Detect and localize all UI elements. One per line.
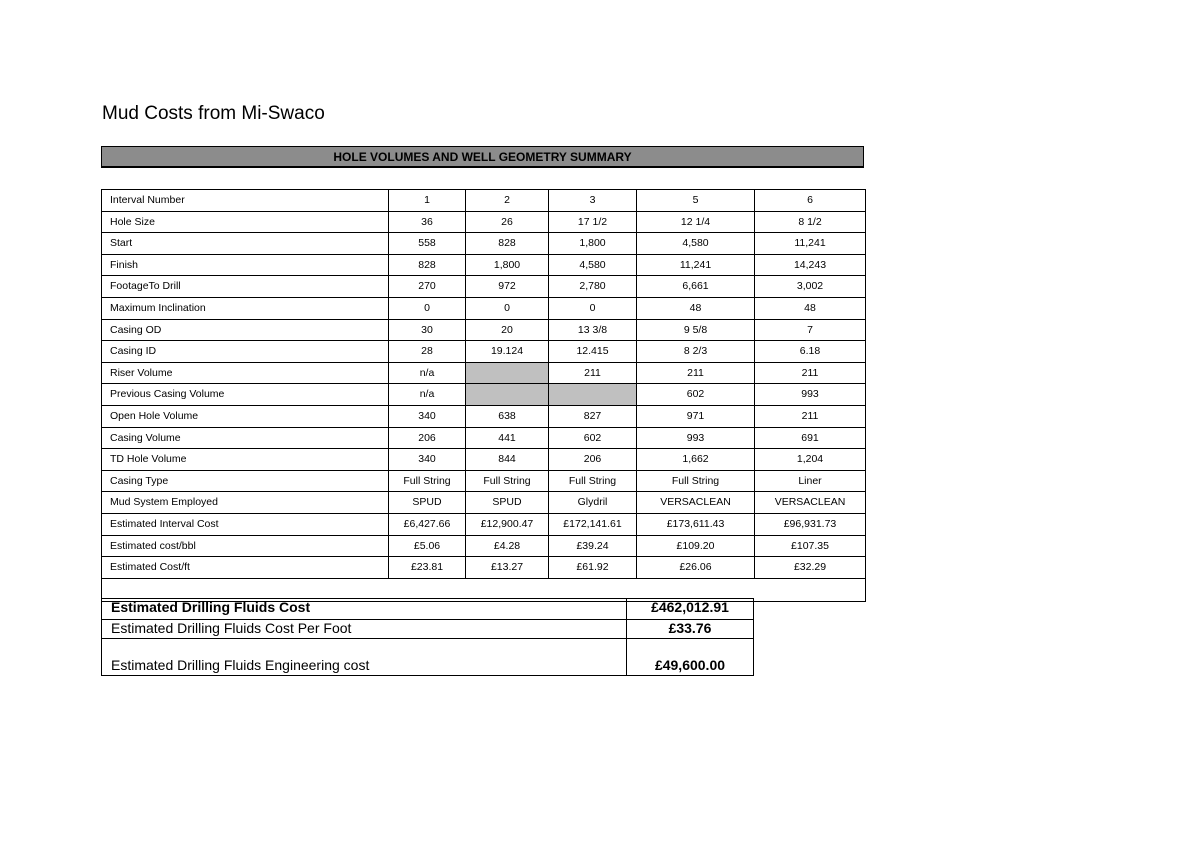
row-label: Maximum Inclination	[102, 297, 389, 319]
table-row	[102, 384, 866, 406]
well-geometry-table	[101, 189, 866, 602]
row-label: Riser Volume	[102, 362, 389, 384]
table-cell: 28	[389, 341, 466, 363]
table-cell: 20	[466, 319, 549, 341]
table-cell	[466, 362, 549, 384]
table-cell: 7	[755, 319, 866, 341]
table-cell: VERSACLEAN	[637, 492, 755, 514]
table-cell: £107.35	[755, 535, 866, 557]
table-cell: n/a	[389, 362, 466, 384]
table-cell: 6.18	[755, 341, 866, 363]
table-cell: 36	[389, 211, 466, 233]
fluids-cost-row	[102, 599, 753, 620]
table-row	[102, 535, 866, 557]
table-cell: 12 1/4	[637, 211, 755, 233]
table-cell: £61.92	[549, 557, 637, 579]
totals-box	[101, 598, 754, 676]
table-row	[102, 254, 866, 276]
table-cell: £96,931.73	[755, 513, 866, 535]
engineering-cost-row	[102, 657, 753, 675]
table-cell: Full String	[389, 470, 466, 492]
row-label: TD Hole Volume	[102, 449, 389, 471]
row-label: Estimated Interval Cost	[102, 513, 389, 535]
table-cell: 1,662	[637, 449, 755, 471]
table-cell: 602	[549, 427, 637, 449]
table-row	[102, 427, 866, 449]
row-label: Start	[102, 233, 389, 255]
table-cell: 17 1/2	[549, 211, 637, 233]
section-banner: HOLE VOLUMES AND WELL GEOMETRY SUMMARY	[101, 146, 864, 168]
table-cell: 691	[755, 427, 866, 449]
table-cell: 12.415	[549, 341, 637, 363]
table-row	[102, 405, 866, 427]
table-cell: 441	[466, 427, 549, 449]
row-label: Previous Casing Volume	[102, 384, 389, 406]
table-cell: 1,800	[466, 254, 549, 276]
table-cell: 0	[466, 297, 549, 319]
per-foot-row	[102, 620, 753, 639]
table-cell: 211	[637, 362, 755, 384]
table-cell: £12,900.47	[466, 513, 549, 535]
table-cell: 2	[466, 190, 549, 212]
table-cell: £23.81	[389, 557, 466, 579]
table-cell: 206	[389, 427, 466, 449]
table-cell: 26	[466, 211, 549, 233]
table-cell: 6,661	[637, 276, 755, 298]
table-cell: 5	[637, 190, 755, 212]
table-row	[102, 319, 866, 341]
table-cell: 638	[466, 405, 549, 427]
table-cell: 828	[466, 233, 549, 255]
table-cell: 828	[389, 254, 466, 276]
row-label: Estimated Cost/ft	[102, 557, 389, 579]
row-label: FootageTo Drill	[102, 276, 389, 298]
per-foot-value: £33.76	[668, 620, 712, 636]
table-row	[102, 449, 866, 471]
table-cell: 6	[755, 190, 866, 212]
table-cell: 48	[755, 297, 866, 319]
table-cell: £5.06	[389, 535, 466, 557]
table-cell: 602	[637, 384, 755, 406]
table-row	[102, 341, 866, 363]
table-cell: Full String	[549, 470, 637, 492]
table-cell: 844	[466, 449, 549, 471]
table-cell: VERSACLEAN	[755, 492, 866, 514]
table-cell: £109.20	[637, 535, 755, 557]
table-row	[102, 362, 866, 384]
table-cell: SPUD	[389, 492, 466, 514]
table-cell: 1	[389, 190, 466, 212]
table-cell: 11,241	[755, 233, 866, 255]
table-cell: 972	[466, 276, 549, 298]
table-cell: 3	[549, 190, 637, 212]
table-cell: 270	[389, 276, 466, 298]
table-row	[102, 470, 866, 492]
table-cell: 3,002	[755, 276, 866, 298]
table-row	[102, 297, 866, 319]
table-cell: 0	[549, 297, 637, 319]
row-label: Casing ID	[102, 341, 389, 363]
row-label: Casing OD	[102, 319, 389, 341]
table-cell: 14,243	[755, 254, 866, 276]
table-cell: SPUD	[466, 492, 549, 514]
table-cell: n/a	[389, 384, 466, 406]
table-row	[102, 190, 866, 212]
table-cell: 48	[637, 297, 755, 319]
table-cell: 13 3/8	[549, 319, 637, 341]
table-cell: £26.06	[637, 557, 755, 579]
table-cell: 993	[637, 427, 755, 449]
table-row	[102, 492, 866, 514]
table-row	[102, 233, 866, 255]
engineering-cost-label: Estimated Drilling Fluids Engineering cost	[111, 657, 370, 673]
fluids-cost-label: Estimated Drilling Fluids Cost	[111, 599, 311, 615]
table-cell: 19.124	[466, 341, 549, 363]
table-cell: £6,427.66	[389, 513, 466, 535]
table-row	[102, 513, 866, 535]
table-cell: 0	[389, 297, 466, 319]
table-cell: 2,780	[549, 276, 637, 298]
row-label: Interval Number	[102, 190, 389, 212]
table-cell: 4,580	[637, 233, 755, 255]
table-cell: £172,141.61	[549, 513, 637, 535]
table-cell: 1,800	[549, 233, 637, 255]
table-row	[102, 276, 866, 298]
table-cell: £4.28	[466, 535, 549, 557]
table-cell: 4,580	[549, 254, 637, 276]
table-cell: 340	[389, 449, 466, 471]
table-cell: 9 5/8	[637, 319, 755, 341]
row-label: Hole Size	[102, 211, 389, 233]
table-row	[102, 557, 866, 579]
table-cell: 1,204	[755, 449, 866, 471]
table-cell: £32.29	[755, 557, 866, 579]
well-geometry-table-body	[102, 190, 866, 602]
table-cell: 30	[389, 319, 466, 341]
table-cell: 827	[549, 405, 637, 427]
table-cell: 993	[755, 384, 866, 406]
page-title: Mud Costs from Mi-Swaco	[102, 103, 325, 124]
table-cell: £39.24	[549, 535, 637, 557]
table-row	[102, 211, 866, 233]
engineering-cost-value: £49,600.00	[654, 657, 726, 673]
table-cell: 211	[549, 362, 637, 384]
row-label: Open Hole Volume	[102, 405, 389, 427]
table-cell: 8 1/2	[755, 211, 866, 233]
table-cell: 340	[389, 405, 466, 427]
table-cell: 211	[755, 362, 866, 384]
table-cell: £13.27	[466, 557, 549, 579]
row-label: Mud System Employed	[102, 492, 389, 514]
row-label: Finish	[102, 254, 389, 276]
table-cell: 211	[755, 405, 866, 427]
table-cell: 8 2/3	[637, 341, 755, 363]
table-cell: 971	[637, 405, 755, 427]
per-foot-label: Estimated Drilling Fluids Cost Per Foot	[111, 620, 352, 636]
fluids-cost-value: £462,012.91	[651, 599, 729, 615]
row-label: Casing Type	[102, 470, 389, 492]
table-cell	[466, 384, 549, 406]
row-label: Estimated cost/bbl	[102, 535, 389, 557]
table-cell: Full String	[466, 470, 549, 492]
table-cell: Liner	[755, 470, 866, 492]
table-cell: 558	[389, 233, 466, 255]
table-cell	[549, 384, 637, 406]
table-cell: Full String	[637, 470, 755, 492]
table-cell: 11,241	[637, 254, 755, 276]
table-cell: Glydril	[549, 492, 637, 514]
table-cell: £173,611.43	[637, 513, 755, 535]
table-cell: 206	[549, 449, 637, 471]
row-label: Casing Volume	[102, 427, 389, 449]
